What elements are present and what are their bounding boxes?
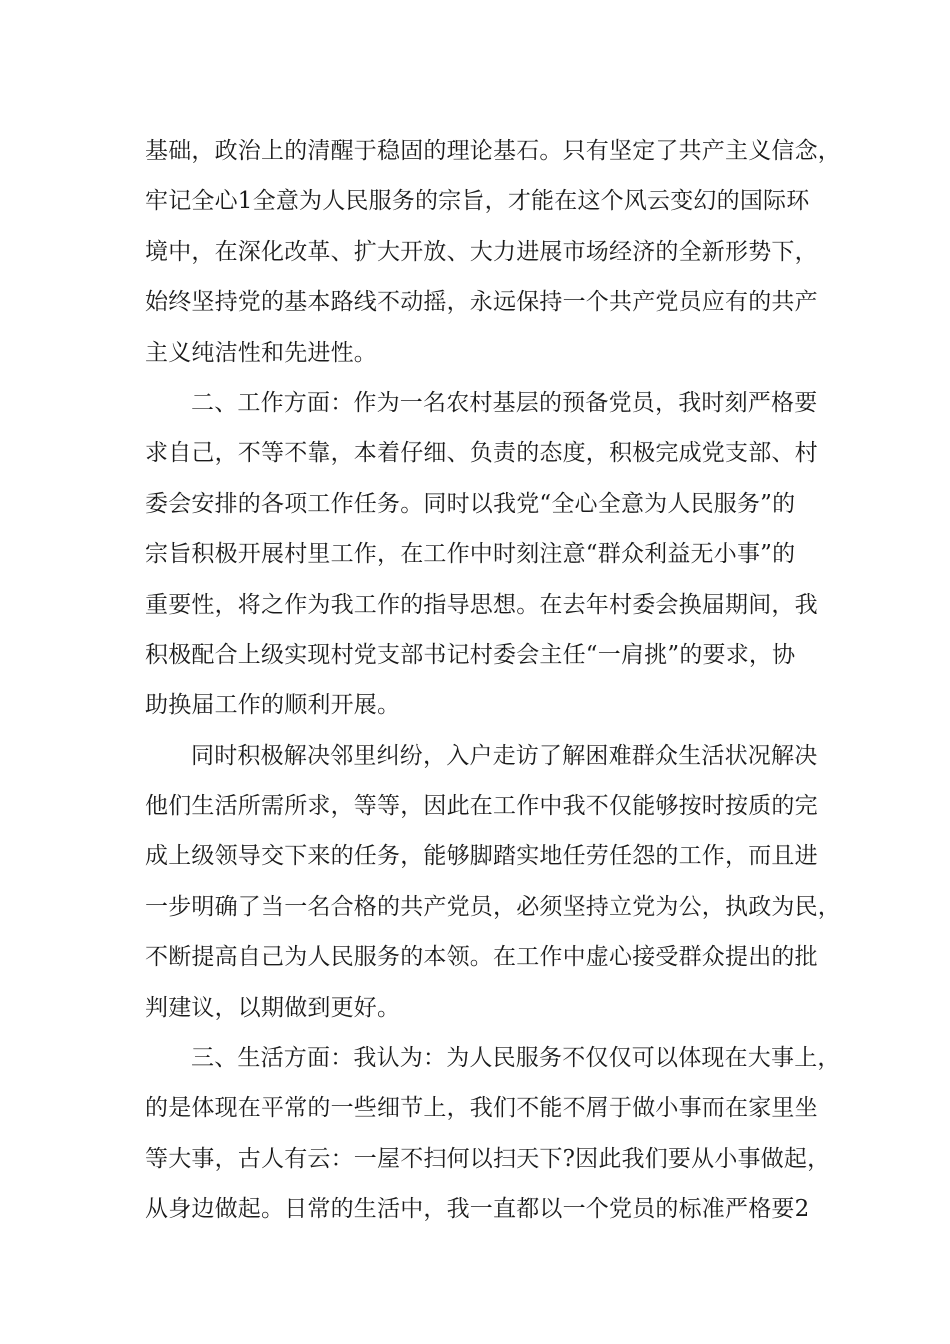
text-line: 牢记全心1全意为人民服务的宗旨，才能在这个风云变幻的国际环 [145, 188, 810, 215]
text-line: 基础，政治上的清醒于稳固的理论基石。只有坚定了共产主义信念， [145, 138, 841, 164]
text-line: 宗旨积极开展村里工作，在工作中时刻注意“群众利益无小事”的 [145, 541, 796, 568]
section-heading-line: 二、工作方面：作为一名农村基层的预备党员，我时刻严格要 [191, 389, 818, 416]
text-line: 判建议，以期做到更好。 [145, 994, 401, 1021]
text-line: 不断提高自己为人民服务的本领。在工作中虚心接受群众提出的批 [145, 944, 818, 971]
text-line: 积极配合上级实现村党支部书记村委会主任“一肩挑”的要求，协 [145, 641, 796, 668]
document-body [145, 126, 841, 1235]
text-line: 始终坚持党的基本路线不动摇，永远保持一个共产党员应有的共产 [145, 289, 818, 316]
text-line: 求自己，不等不靠，本着仔细、负责的态度，积极完成党支部、村 [145, 440, 818, 467]
text-line: 重要性，将之作为我工作的指导思想。在去年村委会换届期间，我 [145, 591, 818, 618]
text-line: 他们生活所需所求，等等，因此在工作中我不仅能够按时按质的完 [145, 793, 818, 820]
text-line: 主义纯洁性和先进性。 [145, 339, 377, 366]
text-line: 成上级领导交下来的任务，能够脚踏实地任劳任怨的工作，而且进 [145, 843, 818, 870]
text-line: 的是体现在平常的一些细节上，我们不能不屑于做小事而在家里坐 [145, 1095, 818, 1122]
text-line: 助换届工作的顺利开展。 [145, 692, 401, 719]
section-heading-line: 三、生活方面：我认为：为人民服务不仅仅可以体现在大事上， [191, 1045, 841, 1072]
paragraph-start-line: 同时积极解决邻里纠纷，入户走访了解困难群众生活状况解决 [191, 742, 818, 769]
text-line: 从身边做起。日常的生活中，我一直都以一个党员的标准严格要2 [145, 1196, 810, 1223]
text-line: 等大事，古人有云：一屋不扫何以扫天下?因此我们要从小事做起， [145, 1145, 831, 1172]
text-line: 委会安排的各项工作任务。同时以我党“全心全意为人民服务”的 [145, 490, 796, 517]
text-line: 境中，在深化改革、扩大开放、大力进展市场经济的全新形势下， [145, 238, 818, 265]
text-line: 一步明确了当一名合格的共产党员，必须坚持立党为公，执政为民， [145, 893, 841, 920]
